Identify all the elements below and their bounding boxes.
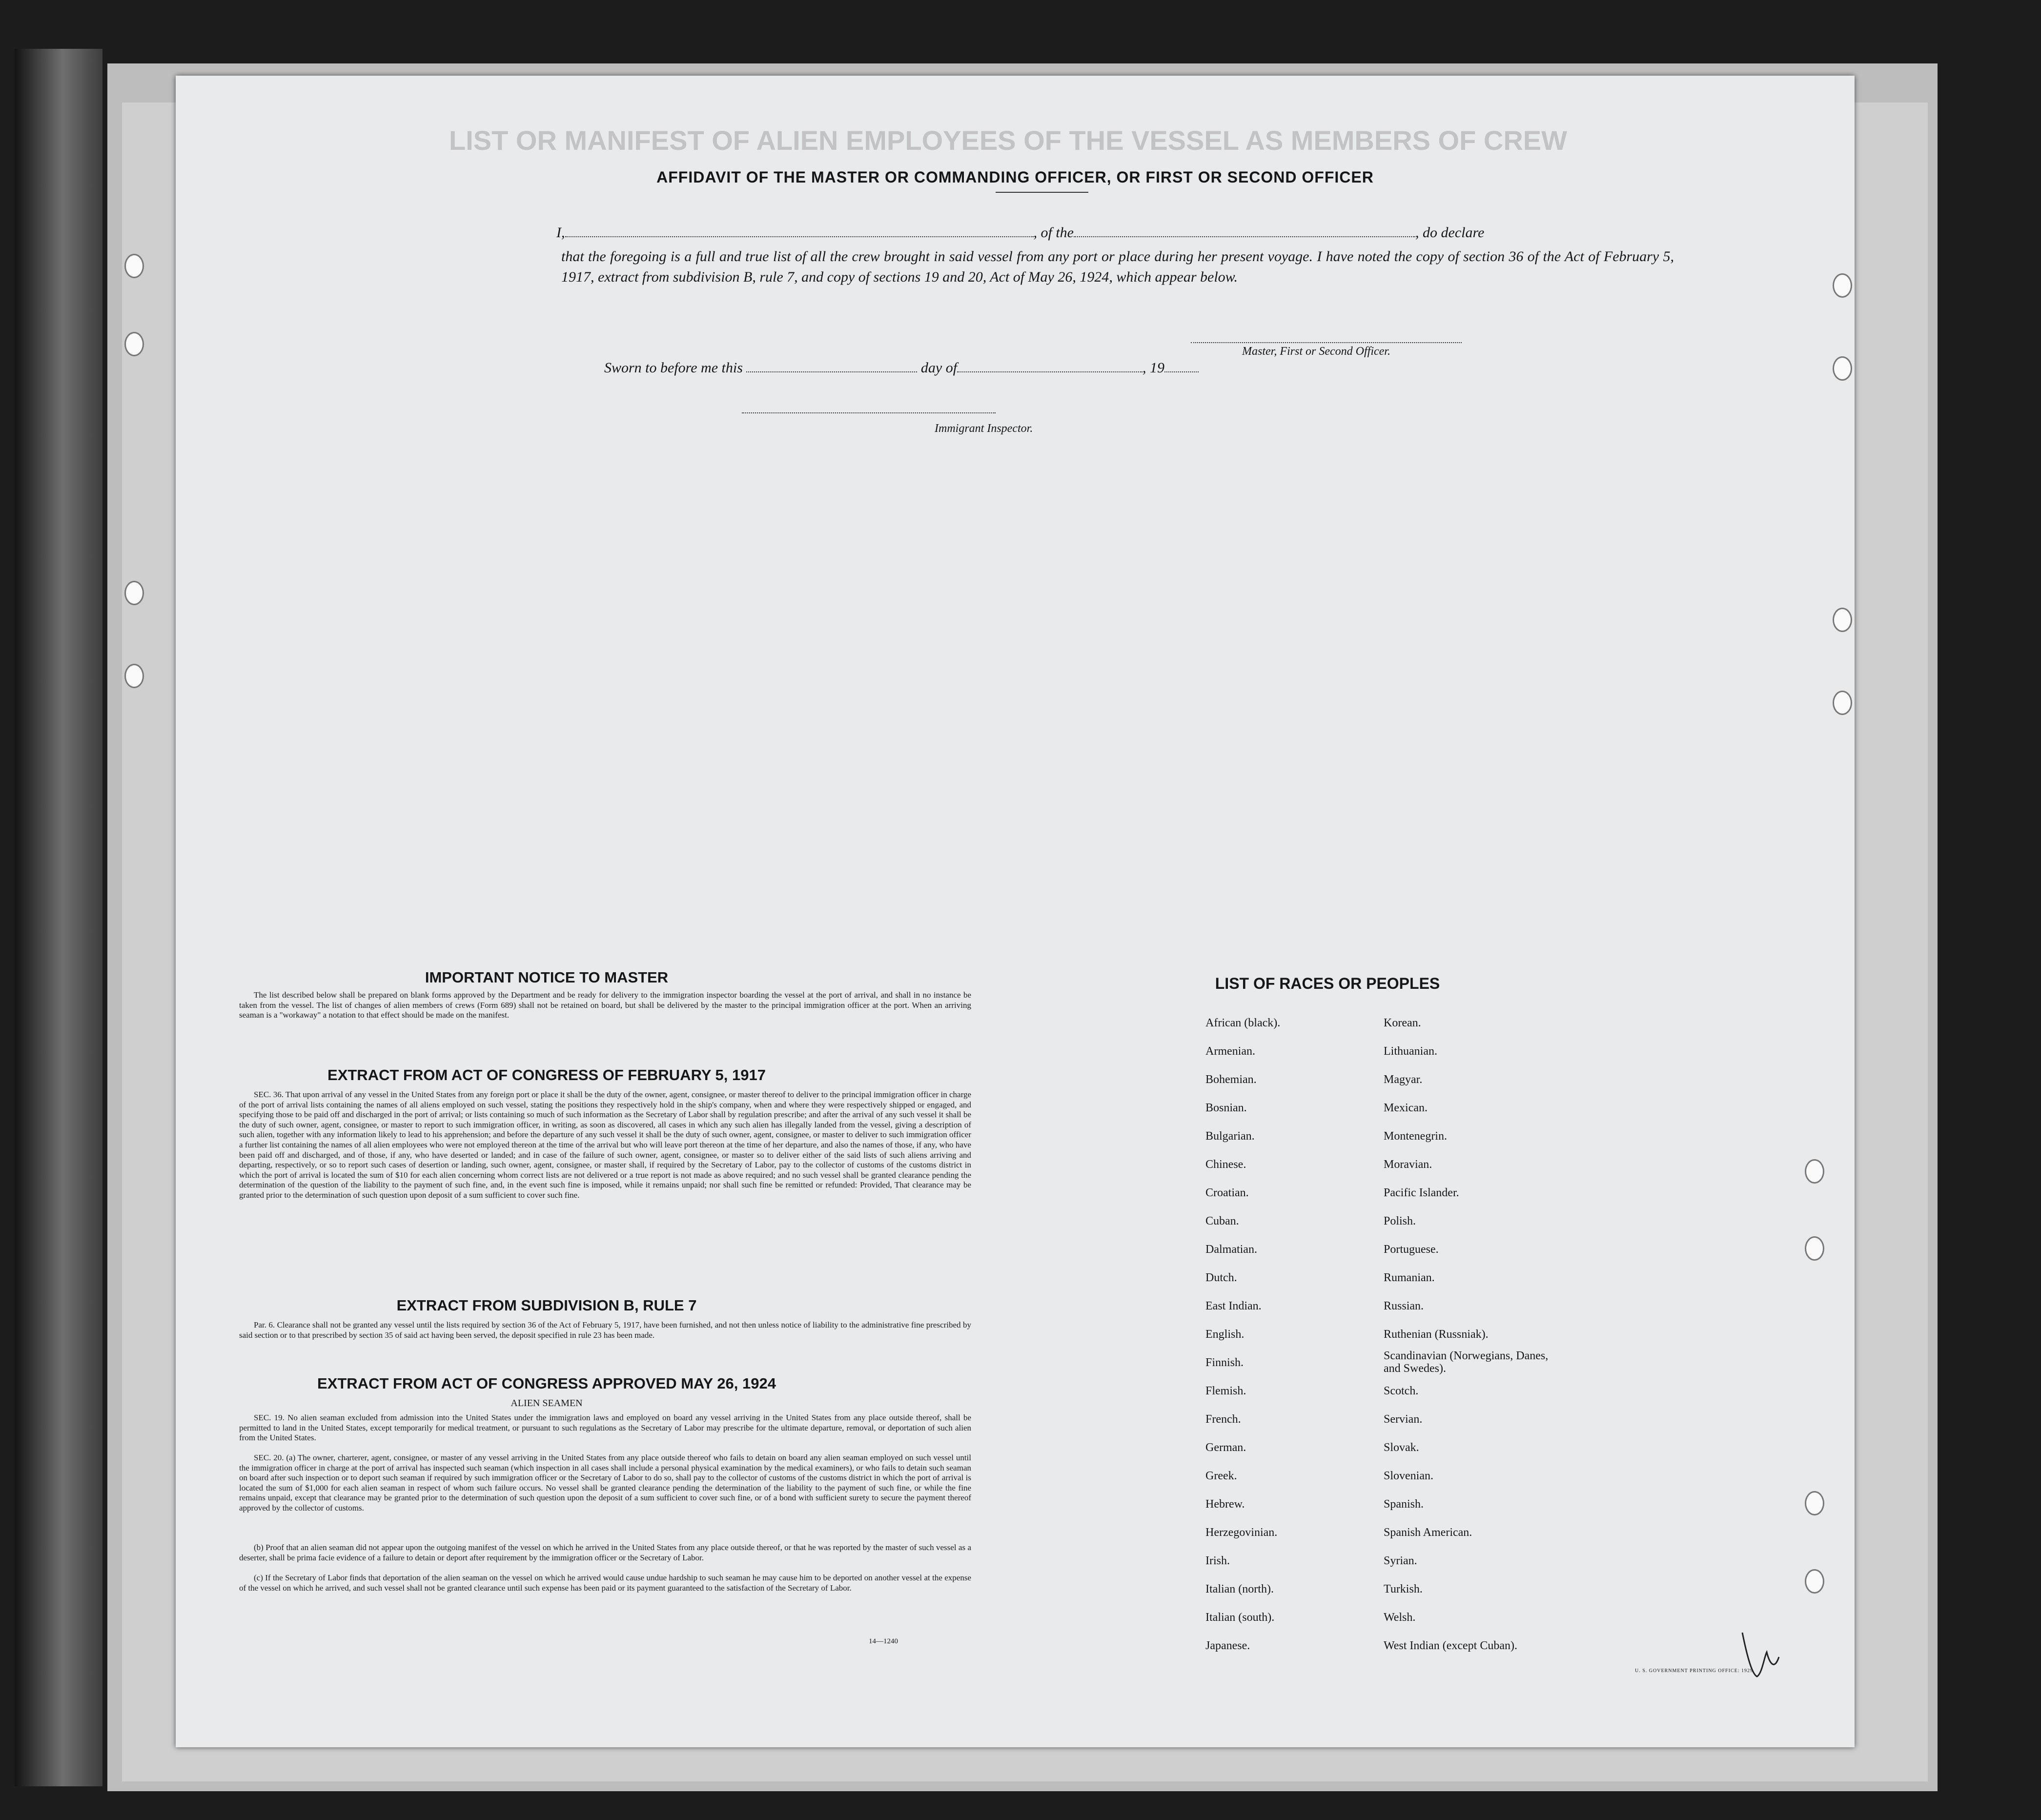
list-item: African (black). <box>1205 1017 1281 1029</box>
notice-title: IMPORTANT NOTICE TO MASTER <box>425 969 669 986</box>
affidavit-statement: that the foregoing is a full and true list of all the crew brought in said vessel from any port or place during her present voyage. I have noted the copy of section 36 of the Act of February 5, 1917, extract from subdivision B, rule 7, and copy of sections 19 and 20, Act of May 26, 1924, which appear below. <box>561 248 1674 285</box>
sworn-year-field[interactable] <box>1164 371 1199 372</box>
sworn-day-field[interactable] <box>746 371 917 372</box>
extract-rule7-title: EXTRACT FROM SUBDIVISION B, RULE 7 <box>396 1297 697 1314</box>
list-item: Turkish. <box>1384 1583 1423 1595</box>
punch-hole-icon <box>124 581 144 605</box>
extract-1917-text: SEC. 36. That upon arrival of any vessel in the United States from any foreign port or place it shall be the duty of the owner, agent, consignee, or master thereof to deliver to the principal immigration officer in charge of the port of arrival lists containing the names of all aliens employed on such vessel, stating the positions they respectively hold in the ship's company, when and where they were respectively shipped or engaged, and specifying those to be paid off and discharged in the port of arrival; or lists containing so much of such information as the Secretary of Labor shall by regulation prescribe; and after the arrival of any such vessel it shall be the duty of such owner, agent, consignee, or master to report to such immigration officer, in writing, as soon as discovered, all cases in which any such alien has illegally landed from the vessel, giving a description of such alien, together with any information likely to lead to his apprehension; and before the departure of any such vessel it shall be the duty of such owner, agent, consignee, or master to deliver to such immigration officer a further list containing the names of all alien employees who were not employed thereon at the time of the arrival but who will leave port thereon at the time of her departure, and also the names of those, if any, who have been paid off and discharged, and of those, if any, who have deserted or landed; and in case of the failure of such owner, agent, consignee, or master so to deliver either of the said lists of such aliens arriving and departing, respectively, or so to report such cases of desertion or landing, such owner, agent, consignee, or master shall, if required by the Secretary of Labor, pay to the collector of customs of the customs district in which the port of arrival is located the sum of $10 for each alien concerning whom correct lists are not delivered or a true report is not made as above required; and no such vessel shall be granted clearance pending the determination of the question of the liability to the payment of such fine, and, in the event such fine is imposed, while it remains unpaid; nor shall such fine be remitted or refunded: Provided, That clearance may be granted prior to the determination of such question upon deposit of a sum sufficient to cover such fine. <box>239 1090 971 1200</box>
affidavit-title: AFFIDAVIT OF THE MASTER OR COMMANDING OFFICER, OR FIRST OR SECOND OFFICER <box>656 168 1374 186</box>
punch-hole-icon <box>1805 1159 1824 1184</box>
races-column-a <box>1205 1009 1280 1660</box>
list-item: Welsh. <box>1384 1611 1416 1624</box>
inspector-label: Immigrant Inspector. <box>935 422 1033 435</box>
list-item: East Indian. <box>1205 1300 1262 1312</box>
extract-1917-title: EXTRACT FROM ACT OF CONGRESS OF FEBRUARY 5, 1917 <box>327 1066 766 1084</box>
list-item: Dutch. <box>1205 1271 1237 1284</box>
extract-rule7-text: Par. 6. Clearance shall not be granted any vessel until the lists required by section 36 of the Act of February 5, 1917, have been furnished, and not then unless notice of liability to the administrative fine prescribed by said section or to that prescribed by section 35 of said act having been served, the deposit specified in rule 23 has been made. <box>239 1320 971 1340</box>
list-item: Flemish. <box>1205 1385 1246 1397</box>
punch-hole-icon <box>1833 356 1852 381</box>
list-item: Irish. <box>1205 1554 1230 1567</box>
form-number: 14—1240 <box>869 1637 898 1645</box>
punch-hole-icon <box>1833 608 1852 632</box>
list-item: Rumanian. <box>1384 1271 1435 1284</box>
list-item: Mexican. <box>1384 1102 1428 1114</box>
signature-field[interactable] <box>1191 342 1462 343</box>
list-item: Slovak. <box>1384 1441 1419 1454</box>
punch-hole-icon <box>1805 1569 1824 1594</box>
extract-1924-title: EXTRACT FROM ACT OF CONGRESS APPROVED MAY 26, 1924 <box>317 1375 776 1392</box>
notice-text: The list described below shall be prepared on blank forms approved by the Department and be ready for delivery to the immigration inspector boarding the vessel at the port of arrival, and shall in no instance be taken from the vessel. The list of changes of alien members of crews (Form 689) shall not be retained on board, but shall be delivered by the master to the principal immigration officer at the port. When an arriving seaman is a "workaway" a notation to that effect should be made on the manifest. <box>239 990 971 1020</box>
affidavit-declaration-line <box>556 225 1484 241</box>
list-item: Bulgarian. <box>1205 1130 1255 1143</box>
printer-imprint: U. S. GOVERNMENT PRINTING OFFICE: 1929 <box>1635 1668 1753 1674</box>
punch-hole-icon <box>1805 1236 1824 1261</box>
sworn-label: Sworn to before me this <box>604 360 743 376</box>
punch-hole-icon <box>1833 273 1852 298</box>
extract-1924-sec20b: (b) Proof that an alien seaman did not appear upon the outgoing manifest of the vessel on which he arrived in the United States from any place outside thereof, or that he was reported by the master of such vessel as a deserter, shall be prima facie evidence of a failure to detain or deport after requirement by the immigration officer or the Secretary of Labor. <box>239 1543 971 1562</box>
list-item: Hebrew. <box>1205 1498 1245 1511</box>
list-item: Croatian. <box>1205 1186 1249 1199</box>
list-item: Bosnian. <box>1205 1102 1247 1114</box>
races-title: LIST OF RACES OR PEOPLES <box>1215 975 1440 992</box>
list-item: German. <box>1205 1441 1246 1454</box>
list-item: Dalmatian. <box>1205 1243 1257 1256</box>
list-item: Spanish American. <box>1384 1526 1472 1539</box>
binder-strip <box>15 49 102 1786</box>
sworn-month-field[interactable] <box>957 371 1143 372</box>
affidavit-i-label: I, <box>556 225 565 241</box>
list-item: French. <box>1205 1413 1241 1426</box>
list-item: Portuguese. <box>1384 1243 1439 1256</box>
affidavit-of-the-label: , of the <box>1033 225 1074 241</box>
list-item: Bohemian. <box>1205 1073 1257 1086</box>
list-item: English. <box>1205 1328 1245 1341</box>
list-item: Servian. <box>1384 1413 1423 1426</box>
punch-hole-icon <box>1833 691 1852 715</box>
year-label: , 19 <box>1143 360 1165 376</box>
punch-hole-icon <box>124 332 144 356</box>
list-item: Italian (north). <box>1205 1583 1274 1595</box>
list-item: Chinese. <box>1205 1158 1246 1171</box>
extract-1924-subtitle: ALIEN SEAMEN <box>510 1398 583 1409</box>
punch-hole-icon <box>124 254 144 278</box>
list-item: Scandinavian (Norwegians, Danes, and Swedes). <box>1384 1350 1549 1375</box>
extract-1924-sec20c: (c) If the Secretary of Labor finds that deportation of the alien seaman on the vessel on which he arrived would cause undue hardship to such seaman he may cause him to be deported on another vessel at the expense of the vessel on which he arrived, and such vessel shall not be granted clearance until such expense has been paid or its payment guaranteed to the satisfaction of the Secretary of Labor. <box>239 1573 971 1593</box>
list-item: Slovenian. <box>1384 1470 1433 1482</box>
list-item: Scotch. <box>1384 1385 1419 1397</box>
affidavit-do-declare-label: , do declare <box>1415 225 1485 241</box>
officer-name-field[interactable] <box>565 236 1034 237</box>
list-item: Magyar. <box>1384 1073 1423 1086</box>
handwritten-mark-icon <box>1737 1628 1781 1681</box>
bleed-through-text: LIST OR MANIFEST OF ALIEN EMPLOYEES OF THE VESSEL AS MEMBERS OF CREW <box>449 125 1567 156</box>
list-item: Pacific Islander. <box>1384 1186 1459 1199</box>
document-page <box>176 76 1855 1747</box>
vessel-name-field[interactable] <box>1074 236 1415 237</box>
list-item: Montenegrin. <box>1384 1130 1447 1143</box>
punch-hole-icon <box>1805 1491 1824 1515</box>
sworn-line <box>604 360 1199 376</box>
list-item: Cuban. <box>1205 1215 1239 1227</box>
day-of-label: day of <box>920 360 958 376</box>
list-item: Korean. <box>1384 1017 1421 1029</box>
extract-1924-sec19: SEC. 19. No alien seaman excluded from admission into the United States under the immigration laws and employed on board any vessel arriving in the United States from any place outside thereof, shall be permitted to land in the United States, except temporarily for medical treatment, or pursuant to such regulations as the Secretary of Labor may prescribe for the ultimate departure, removal, or deportation of such alien from the United States. <box>239 1413 971 1443</box>
list-item: Armenian. <box>1205 1045 1255 1058</box>
list-item: Japanese. <box>1205 1639 1250 1652</box>
list-item: Italian (south). <box>1205 1611 1275 1624</box>
list-item: Syrian. <box>1384 1554 1417 1567</box>
list-item: Finnish. <box>1205 1356 1244 1369</box>
races-column-b <box>1384 1009 1559 1660</box>
list-item: Moravian. <box>1384 1158 1432 1171</box>
list-item: Ruthenian (Russniak). <box>1384 1328 1489 1341</box>
divider <box>996 192 1088 193</box>
inspector-signature-field[interactable] <box>742 412 996 413</box>
list-item: Spanish. <box>1384 1498 1424 1511</box>
extract-1924-sec20a: SEC. 20. (a) The owner, charterer, agent, consignee, or master of any vessel arriving in the United States from any place outside thereof who fails to detain on board any alien seaman employed on such vessel until the immigration officer in charge at the port of arrival has inspected such seaman (which inspection in all cases shall include a personal physical examination by the medical examiners), or who fails to detain such seaman on board after such inspection or to deport such seaman if required by such immigration officer or the Secretary of Labor to do so, shall pay to the collector of customs of the customs district in which the port of arrival is located the sum of $1,000 for each alien seaman in respect of whom such failure occurs. No vessel shall be granted clearance pending the determination of the liability to the payment of such fine, or while the fine remains unpaid, except that clearance may be granted prior to the determination of such question upon the deposit of a sum sufficient to cover such fine, or of a bond with sufficient surety to secure the payment thereof approved by the collector of customs. <box>239 1453 971 1513</box>
list-item: Russian. <box>1384 1300 1424 1312</box>
list-item: Lithuanian. <box>1384 1045 1437 1058</box>
signature-label: Master, First or Second Officer. <box>1242 345 1390 358</box>
punch-hole-icon <box>124 664 144 688</box>
list-item: West Indian (except Cuban). <box>1384 1639 1517 1652</box>
list-item: Greek. <box>1205 1470 1237 1482</box>
list-item: Herzegovinian. <box>1205 1526 1278 1539</box>
list-item: Polish. <box>1384 1215 1416 1227</box>
